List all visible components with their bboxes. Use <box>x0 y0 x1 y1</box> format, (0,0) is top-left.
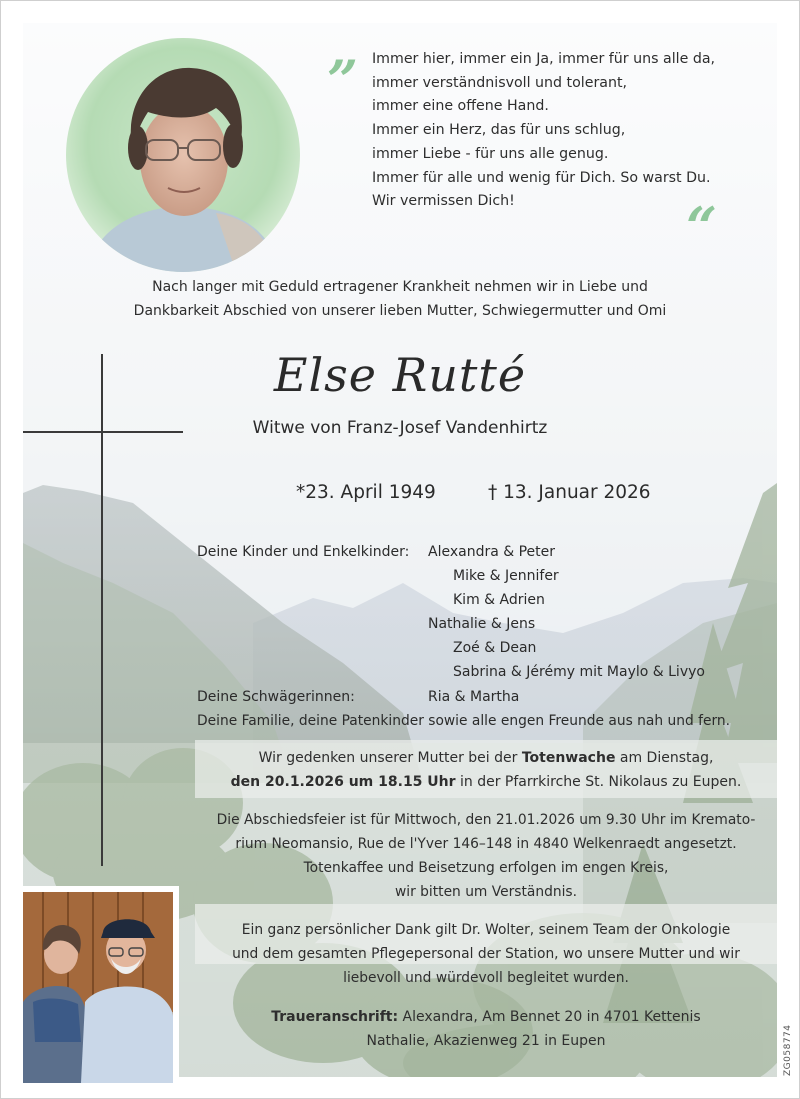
farewell-line: Totenkaffee und Beisetzung erfolgen im engen Kreis, <box>303 860 669 876</box>
couple-photo <box>23 886 179 1083</box>
wake-text-a: Wir gedenken unserer Mutter bei der <box>258 750 522 766</box>
wake-text <box>195 746 777 794</box>
family-member: Alexandra & Peter <box>428 544 556 560</box>
sisters-label: Deine Schwägerinnen: <box>197 689 355 705</box>
address-line-1 <box>195 1005 777 1029</box>
wake-line-1 <box>195 746 777 770</box>
family-member: Nathalie & Jens <box>428 616 536 632</box>
address-text <box>195 1005 777 1053</box>
ad-code: ZG058774 <box>783 1024 793 1076</box>
wake-bold: Totenwache <box>521 750 616 766</box>
wake-location: in der Pfarrkirche St. Nikolaus zu Eupen. <box>455 774 742 790</box>
farewell-line: rium Neomansio, Rue de l'Yver 146–148 in 4840 Welkenraedt angesetzt. <box>235 836 737 852</box>
poem-line: immer Liebe - für uns alle genug. <box>372 145 609 162</box>
intro-text <box>0 275 800 323</box>
deceased-name: Else Rutté <box>273 348 527 402</box>
address-line-2: Nathalie, Akazienweg 21 in Eupen <box>366 1033 606 1049</box>
death-date: † 13. Januar 2026 <box>488 482 651 503</box>
thanks-text <box>195 918 777 990</box>
farewell-line: Die Abschiedsfeier ist für Mittwoch, den 21.01.2026 um 9.30 Uhr im Kremato- <box>216 812 756 828</box>
family-closing: Deine Familie, deine Patenkinder sowie alle engen Freunde aus nah und fern. <box>197 713 731 729</box>
family-member: Mike & Jennifer <box>453 568 559 584</box>
family-member: Zoé & Dean <box>453 640 537 656</box>
farewell-line: wir bitten um Verständnis. <box>394 884 577 900</box>
quote-close-icon: “ <box>686 195 718 259</box>
poem-line: Immer für alle und wenig für Dich. So warst Du. <box>372 169 711 186</box>
poem-line: Immer hier, immer ein Ja, immer für uns alle da, <box>372 51 716 67</box>
intro-line: Nach langer mit Geduld ertragener Krankheit nehmen wir in Liebe und <box>152 279 648 295</box>
sisters: Ria & Martha <box>428 689 520 705</box>
poem-line: immer verständnisvoll und tolerant, <box>372 74 628 91</box>
address-label: Traueranschrift: <box>271 1009 399 1025</box>
poem-line: immer eine offene Hand. <box>372 98 549 115</box>
portrait-photo <box>66 38 300 272</box>
farewell-text <box>195 808 777 904</box>
wake-line-2 <box>195 770 777 794</box>
poem-line: Wir vermissen Dich! <box>372 193 515 210</box>
family-member: Kim & Adrien <box>453 592 545 608</box>
thanks-line: und dem gesamten Pflegepersonal der Station, wo unsere Mutter und wir <box>232 946 740 962</box>
poem <box>372 48 715 214</box>
family-member: Sabrina & Jérémy mit Maylo & Livyo <box>453 664 705 680</box>
quote-open-icon: „ <box>328 17 360 81</box>
poem-line: Immer ein Herz, das für uns schlug, <box>372 122 626 139</box>
thanks-line: liebevoll und würdevoll begleitet wurden. <box>343 970 629 986</box>
children-label: Deine Kinder und Enkelkinder: <box>197 544 410 560</box>
widow-of: Witwe von Franz-Josef Vandenhirtz <box>252 418 548 438</box>
wake-datetime: den 20.1.2026 um 18.15 Uhr <box>230 774 456 790</box>
intro-line: Dankbarkeit Abschied von unserer lieben Mutter, Schwiegermutter und Omi <box>133 303 667 319</box>
thanks-line: Ein ganz persönlicher Dank gilt Dr. Wolter, seinem Team der Onkologie <box>241 922 731 938</box>
birth-date: *23. April 1949 <box>296 482 436 503</box>
address-1: Alexandra, Am Bennet 20 in 4701 Kettenis <box>398 1009 701 1025</box>
wake-text-b: am Dienstag, <box>615 750 714 766</box>
